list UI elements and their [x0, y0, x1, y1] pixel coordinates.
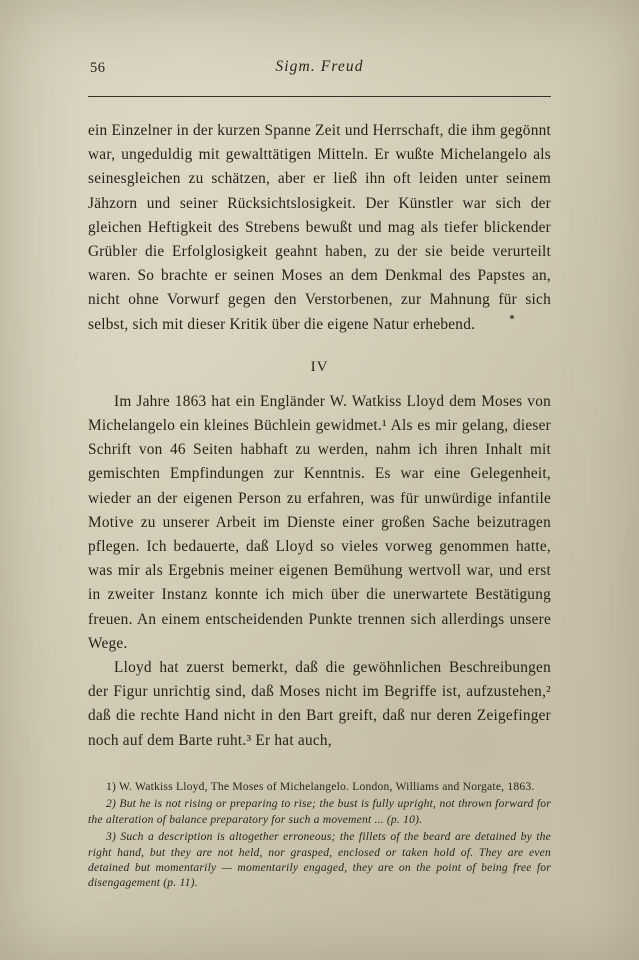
paragraph-3: Lloyd hat zuerst bemerkt, daß die gewöhnlichen Beschreibungen der Figur unrichtig sind, daß Moses nicht im Begriffe ist, aufzustehen,² daß die rechte Hand nicht in den Bart greift, daß nur deren Zeigefinger noch auf dem Barte ruht.³ Er hat auch, [88, 659, 551, 749]
footnote-2-text: But he is not rising or preparing to rise; the bust is fully upright, not thrown forward for the alteration of balance preparatory for such a movement ... (p. 10). [88, 797, 551, 826]
section-number: IV [310, 358, 329, 375]
paragraph-2: Im Jahre 1863 hat ein Engländer W. Watkiss Lloyd dem Moses von Michelangelo ein kleines Büchlein gewidmet.¹ Als es mir gelang, dieser Schrift von 46 Seiten habhaft zu werden, nahm ich ihren Inhalt mit gemischten Empfindungen zur Kenntnis. Es war eine Gelegenheit, wieder an der eigenen Person zu erfahren, was für unwürdige infantile Motive zu unserer Arbeit im Dienste einer großen Sache beizutragen pflegen. Ich bedauerte, daß Lloyd so vieles vorweg genommen hatte, was mir als Ergebnis meiner eigenen Bemühung wertvoll war, und erst in zweiter Instanz konnte ich mich über die unerwartete Bestätigung freuen. An einem entscheidenden Punkte trennen sich allerdings unsere Wege. [88, 392, 551, 652]
footnote-3 [88, 829, 551, 891]
footnotes [88, 779, 551, 891]
footnote-3-marker: 3) [106, 830, 117, 844]
header-rule [88, 96, 551, 97]
footnote-2-marker: 2) [106, 797, 117, 811]
footnote-1 [88, 779, 551, 794]
footnote-2 [88, 796, 551, 827]
page-header [62, 56, 577, 90]
footnote-1-marker: 1) [106, 779, 117, 793]
ink-mark [510, 315, 514, 319]
page-number: 56 [90, 60, 106, 76]
running-title: Sigm. Freud [275, 58, 364, 75]
footnote-3-text: Such a description is altogether erroneous; the fillets of the beard are detained by the right hand, but they are not held, nor grasped, enclosed or taken hold of. They are even detained but momentarily — momentarily engaged, they are on the point of being free for disengagement (p. 11). [88, 830, 551, 890]
paragraph-1: ein Einzelner in der kurzen Spanne Zeit und Herrschaft, die ihm gegönnt war, ungeduldig mit gewalttätigen Mitteln. Er wußte Michelangelo als seinesgleichen zu schätzen, aber er ließ ihn oft leiden unter seinem Jähzorn und seiner Rücksichtslosigkeit. Der Künstler war sich der gleichen Heftigkeit des Strebens bewußt und mag als tiefer blickender Grübler die Erfolglosigkeit geahnt haben, zu der sie beide verurteilt waren. So brachte er seinen Moses an dem Denkmal des Papstes an, nicht ohne Vorwurf gegen den Verstorbenen, zur Mahnung für sich selbst, sich mit dieser Kritik über die eigene Natur erhebend. [88, 122, 551, 333]
footnote-1-text: W. Watkiss Lloyd, The Moses of Michelangelo. London, Williams and Norgate, 1863. [118, 779, 535, 793]
body-text [88, 119, 551, 753]
